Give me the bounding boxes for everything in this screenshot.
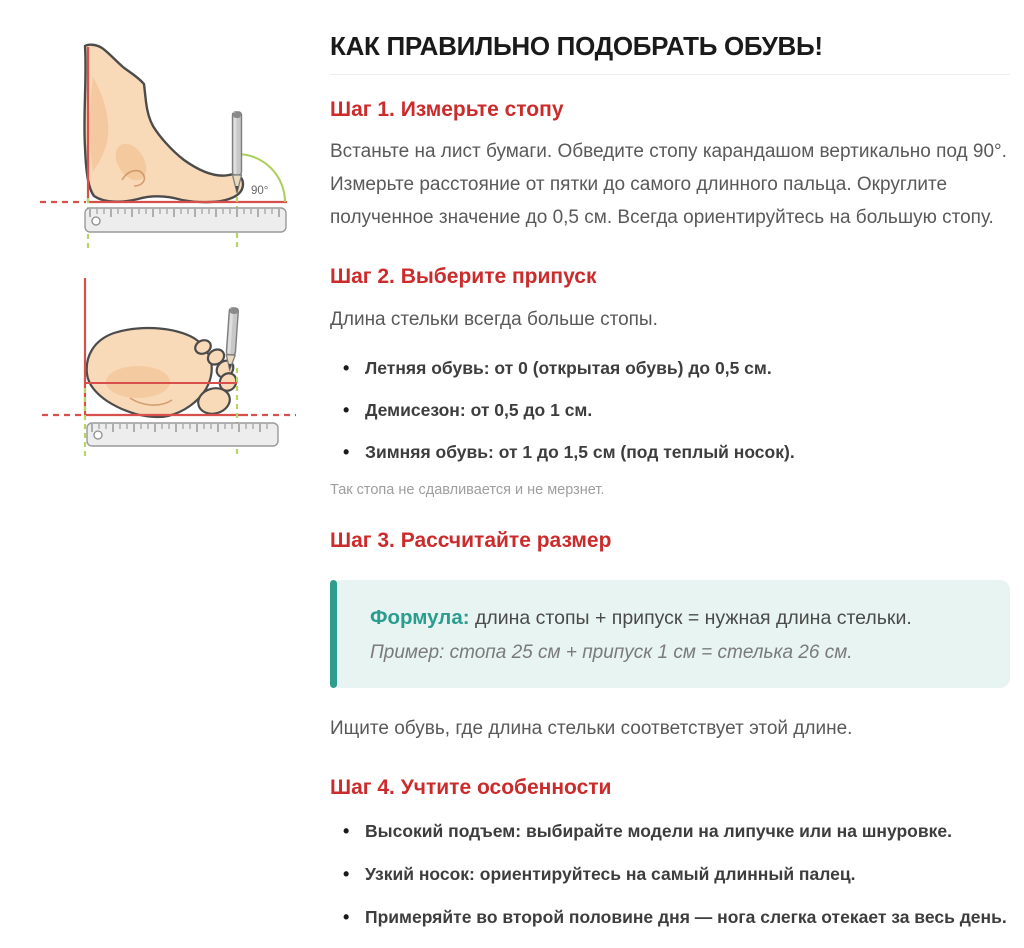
formula-label: Формула: [370,606,470,629]
step-2-intro: Длина стельки всегда больше стопы. [330,309,658,330]
ruler-icon [87,423,278,446]
formula-line [370,602,982,634]
figure-foot-top-measurement [30,270,310,465]
angle-label: 90° [251,185,269,197]
step-1-body: Встаньте на лист бумаги. Обведите стопу карандашом вертикально под 90°. Измерьте расстояние от пятки до самого длинного пальца. Округлите полученное значение до 0,5 см. Всегда ориентируйтесь на большую стопу. [330,141,1007,228]
step-1-section [330,97,1010,234]
title-divider [330,74,1010,75]
step-3-heading: Шаг 3. Рассчитайте размер [330,529,612,552]
list-item: • Узкий носок: ориентируйтесь на самый длинный палец. [330,862,1010,886]
step-4-section [330,775,1010,929]
step-2-heading: Шаг 2. Выберите припуск [330,265,597,288]
foot-top-illustration [30,270,310,465]
formula-example: Пример: стопа 25 см + припуск 1 см = стелька 26 см. [370,642,853,663]
list-item: • Примеряйте во второй половине дня — нога слегка отекает за весь день. [330,905,1010,929]
foot-side-illustration [30,22,310,254]
figure-foot-side-measurement [30,22,310,254]
step-3-section [330,528,1010,745]
article-content [330,0,1010,948]
step-3-after: Ищите обувь, где длина стельки соответствует этой длине. [330,718,853,739]
step-1-heading: Шаг 1. Измерьте стопу [330,98,564,121]
list-item: • Летняя обувь: от 0 (открытая обувь) до 0,5 см. [330,356,1010,380]
foot-side-shape [84,45,243,202]
list-item: • Демисезон: от 0,5 до 1 см. [330,398,1010,422]
list-item: • Зимняя обувь: от 1 до 1,5 см (под теплый носок). [330,440,1010,464]
formula-text: длина стопы + припуск = нужная длина стельки. [474,607,912,629]
step-2-section [330,264,1010,500]
pencil-icon [225,308,238,370]
formula-box [330,580,1010,688]
step-2-list [330,356,1010,464]
pencil-icon [233,112,242,193]
step-4-list [330,819,1010,929]
formula-accent-bar [330,580,337,688]
list-item: • Высокий подъем: выбирайте модели на липучке или на шнуровке. [330,819,1010,843]
ruler-icon [85,208,286,232]
step-4-heading: Шаг 4. Учтите особенности [330,776,612,799]
step-2-note: Так стопа не сдавливается и не мерзнет. [330,482,605,498]
page-title: КАК ПРАВИЛЬНО ПОДОБРАТЬ ОБУВЬ! [330,31,823,61]
